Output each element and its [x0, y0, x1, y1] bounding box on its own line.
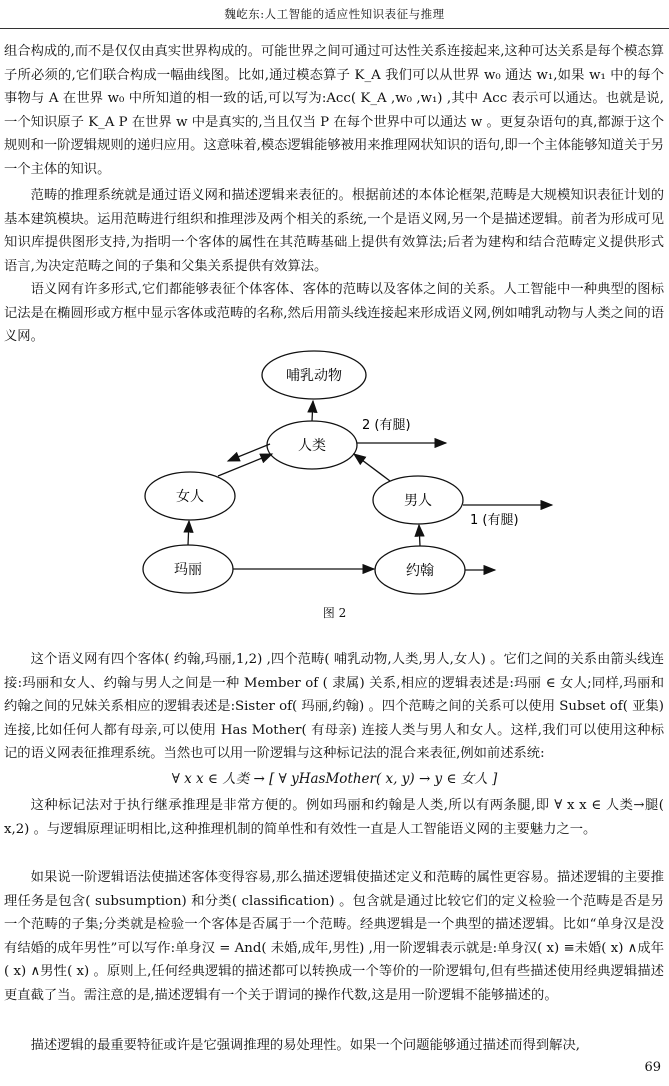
node-woman-label: 女人 [176, 489, 204, 505]
node-mary-label: 玛丽 [174, 562, 202, 578]
edge-human-woman [228, 444, 270, 461]
edge-mary-woman [188, 521, 189, 545]
paragraph-5: 这种标记法对于执行继承推理是非常方便的。例如玛丽和约翰是人类,所以有两条腿,即 ∀ x x ∈ 人类→腿( x,2) 。与逻辑原理证明相比,这种推理机制的简单性和有效性一直是人工智能语义网的主要魅力之一。 [4, 798, 664, 837]
paragraph-6: 如果说一阶逻辑语法使描述客体变得容易,那么描述逻辑使描述定义和范畴的属性更容易。描述逻辑的主要推理任务是包含( subsumption) 和分类( classification) 。包含就是通过比较它们的定义检验一个范畴是否是另一个范畴的子集;分类就是检验一个客体是否属于一个范畴。经典逻辑是一个典型的描述逻辑。比如“单身汉是没有结婚的成年男性”可以写作:单身汉 = And( 未婚,成年,男性) ,用一阶逻辑表示就是:单身汉( x) ≡未婚( x) ∧成年( x) ∧男性( x) 。原则上,任何经典逻辑的描述都可以转换成一个等价的一阶逻辑句,但有些描述使用经典逻辑描述更直截了当。需注意的是,描述逻辑有一个关于谓词的操作代数,这是用一阶逻辑不能够描述的。 [4, 870, 664, 1003]
node-woman [145, 472, 235, 520]
paragraph-3: 语义网有许多形式,它们都能够表征个体客体、客体的范畴以及客体之间的关系。人工智能中一种典型的图标记法是在椭圆形或方框中显示客体或范畴的名称,然后用箭头线连接起来形成语义网,例如哺乳动物与人类之间的语义网。 [4, 282, 664, 344]
node-john-label: 约翰 [406, 563, 434, 579]
node-mammal-label: 哺乳动物 [286, 368, 342, 384]
node-john [375, 546, 465, 594]
node-mary [143, 545, 233, 593]
edge-label-2-legs: 2 (有腿) [362, 418, 411, 433]
node-man [373, 476, 463, 524]
paragraph-1: 组合构成的,而不是仅仅由真实世界构成的。可能世界之间可通过可达性关系连接起来,这种可达关系是每个模态算子所必须的,它们联合构成一幅曲线图。比如,通过模态算子 K_A 我们可以从世界 w₀ 通达 w₁,如果 w₁ 中的每个事物与 A 在世界 w₀ 中所知道的相一致的话,可以写为:Acc( K_A ,w₀ ,w₁) ,其中 Acc 表示可以通达。也就是说,一个知识原子 K_A P 在世界 w 中是真实的,当且仅当 P 在每个世界中可以通达 w 。更复杂语句的真,都源于这个规则和一阶逻辑规则的递归应用。这意味着,模态逻辑能够被用来推理网状知识的语句,即一个主体能够知道关于另一个主体的知识。 [4, 44, 664, 177]
figure-caption: 图 2 [322, 606, 347, 620]
node-mammal [262, 351, 366, 399]
edge-human-mammal [312, 401, 313, 421]
edge-label-1-legs: 1 (有腿) [470, 513, 519, 528]
edge-man-human [354, 454, 390, 481]
formula: ∀ x x ∈ 人类 → [ ∀ yHasMother( x, y) → y ∈ 女人 ] [171, 771, 498, 787]
paragraph-7: 描述逻辑的最重要特征或许是它强调推理的易处理性。如果一个问题能够通过描述而得到解决, [30, 1038, 580, 1053]
paragraph-2: 范畴的推理系统就是通过语义网和描述逻辑来表征的。根据前述的本体论框架,范畴是大规模知识表征计划的基本建筑模块。运用范畴进行组织和推理涉及两个相关的系统,一个是语义网,另一个是描述逻辑。前者为形成可见知识库提供图形支持,为指明一个客体的属性在其范畴基础上提供有效算法;后者为建构和结合范畴定义提供形式语言,为决定范畴之间的子集和父集关系提供有效算法。 [4, 188, 664, 274]
page-number: 69 [644, 1060, 661, 1075]
node-man-label: 男人 [404, 493, 432, 509]
edge-john-man [419, 525, 420, 546]
running-header: 魏屹东:人工智能的适应性知识表征与推理 [224, 7, 445, 21]
node-human [267, 421, 357, 469]
edge-woman-human [218, 454, 272, 476]
paragraph-4: 这个语义网有四个客体( 约翰,玛丽,1,2) ,四个范畴( 哺乳动物,人类,男人,女人) 。它们之间的关系由箭头线连接:玛丽和女人、约翰与男人之间是一种 Member of ( 隶属) 关系,相应的逻辑表述是:玛丽 ∈ 女人;同样,玛丽和约翰之间的兄妹关系相应的逻辑表述是:Sister of( 玛丽,约翰) 。四个范畴之间的关系可以使用 Subset of( 亚集) 连接,比如任何人都有母亲,可以使用 Has Mother( 有母亲) 连接人类与男人和女人。这样,我们可以使用这种标记的语义网表征推理系统。当然也可以用一阶逻辑与这种标记法的混合来表征,例如前述系统: [4, 652, 664, 761]
node-human-label: 人类 [298, 438, 326, 454]
semantic-network-diagram [0, 340, 669, 602]
header-rule [0, 28, 669, 29]
